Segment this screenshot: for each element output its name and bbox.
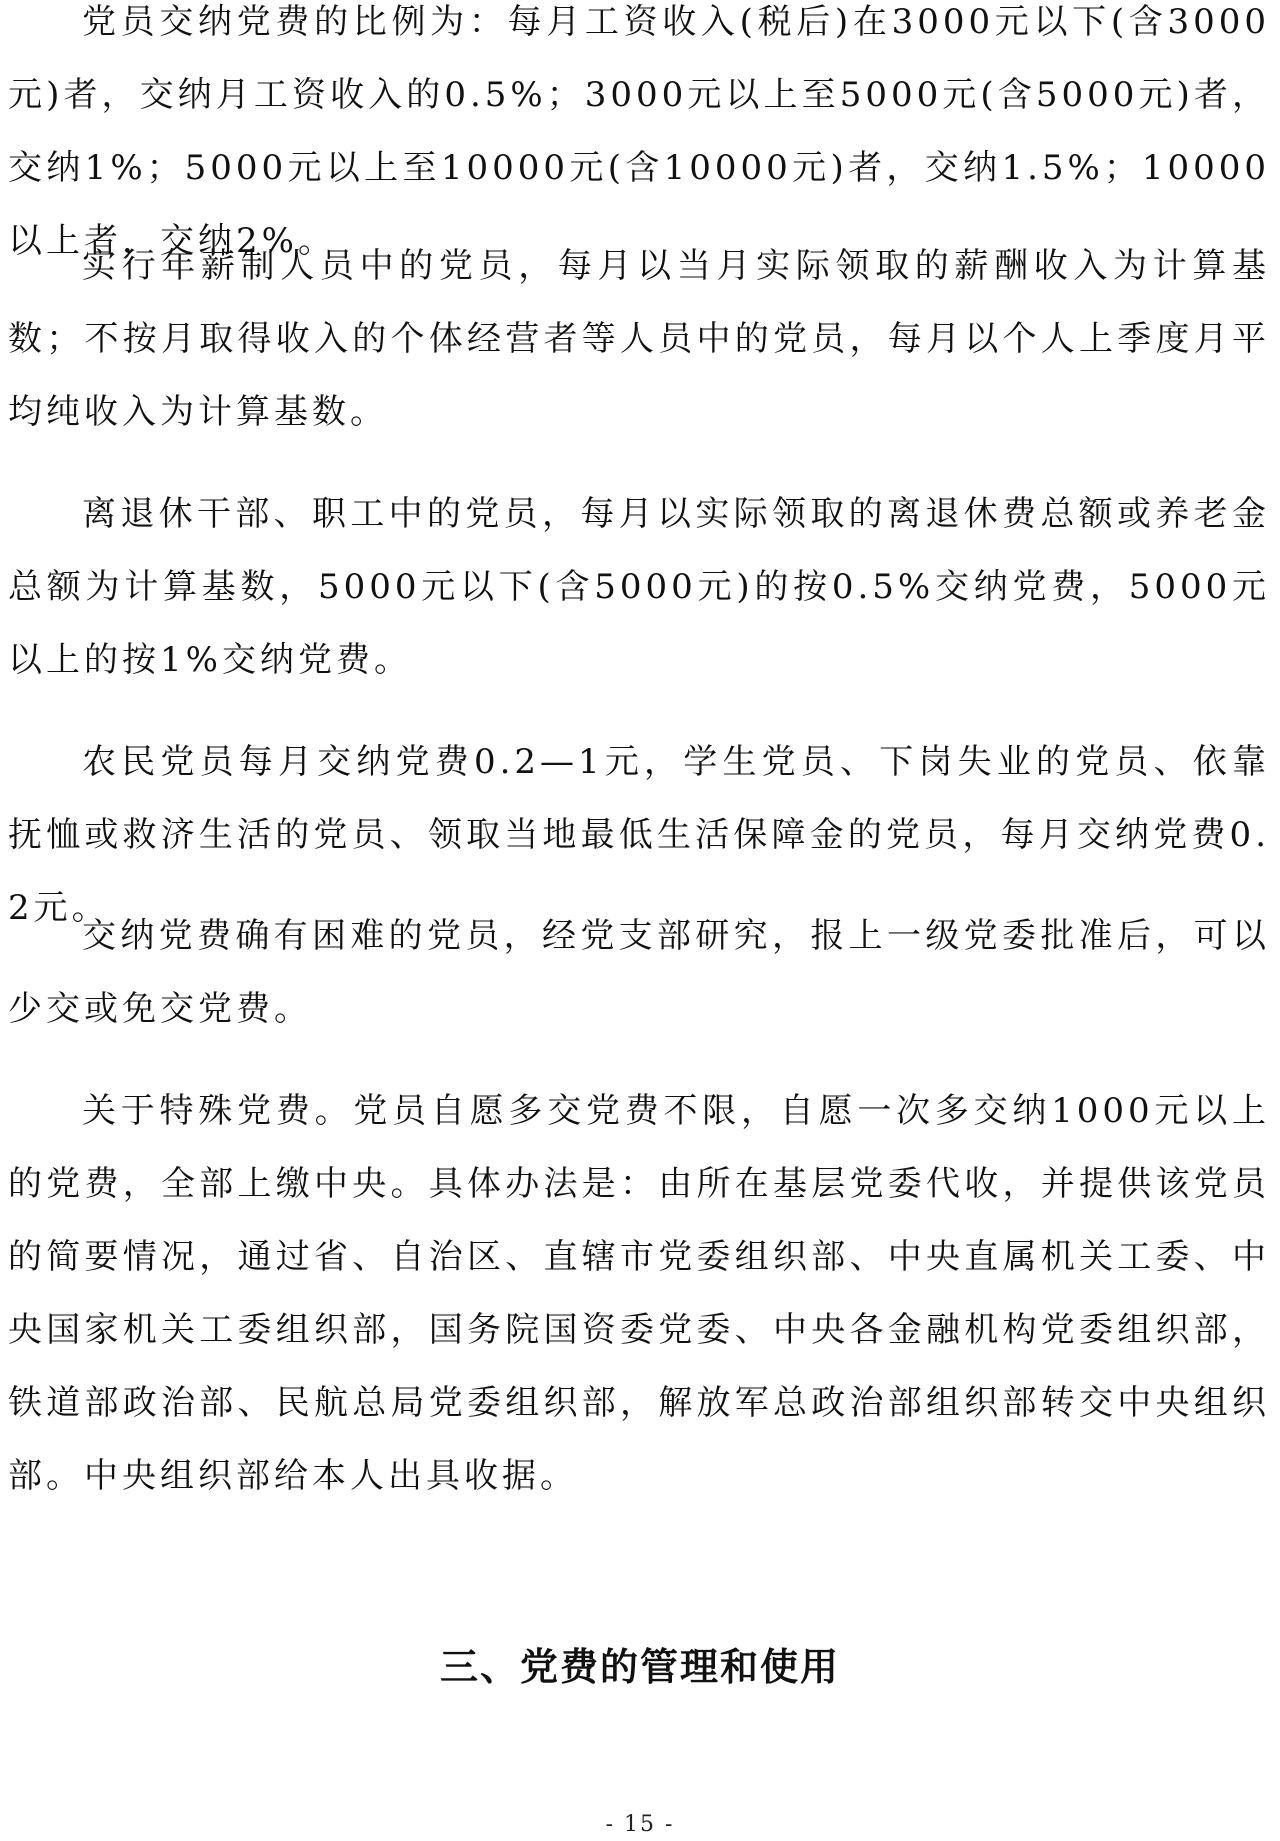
paragraph-annual-salary: 实行年薪制人员中的党员，每月以当月实际领取的薪酬收入为计算基数；不按月取得收入的个体经营者等人员中的党员，每月以个人上季度月平均纯收入为计算基数。 [8, 246, 1270, 432]
section-heading: 三、党费的管理和使用 [439, 1645, 840, 1689]
paragraph-dues-ratio: 党员交纳党费的比例为：每月工资收入(税后)在3000元以下(含3000元)者，交纳月工资收入的0.5%；3000元以上至5000元(含5000元)者，交纳1%；5000元以上至10000元(含10000元)者，交纳1.5%；10000以上者，交纳2%。 [8, 2, 1270, 261]
page-number: - 15 - [605, 1812, 675, 1837]
paragraph-hardship: 交纳党费确有困难的党员，经党支部研究，报上一级党委批准后，可以少交或免交党费。 [8, 916, 1270, 1029]
paragraph-special-dues: 关于特殊党费。党员自愿多交党费不限，自愿一次多交纳1000元以上的党费，全部上缴中央。具体办法是：由所在基层党委代收，并提供该党员的简要情况，通过省、自治区、直辖市党委组织部、中央直属机关工委、中央国家机关工委组织部，国务院国资委党委、中央各金融机构党委组织部，铁道部政治部、民航总局党委组织部，解放军总政治部组织部转交中央组织部。中央组织部给本人出具收据。 [8, 1091, 1270, 1496]
paragraph-farmers-students: 农民党员每月交纳党费0.2—1元，学生党员、下岗失业的党员、依靠抚恤或救济生活的党员、领取当地最低生活保障金的党员，每月交纳党费0.2元。 [8, 742, 1270, 928]
paragraph-retirees: 离退休干部、职工中的党员，每月以实际领取的离退休费总额或养老金总额为计算基数，5000元以下(含5000元)的按0.5%交纳党费，5000元以上的按1%交纳党费。 [8, 494, 1270, 680]
